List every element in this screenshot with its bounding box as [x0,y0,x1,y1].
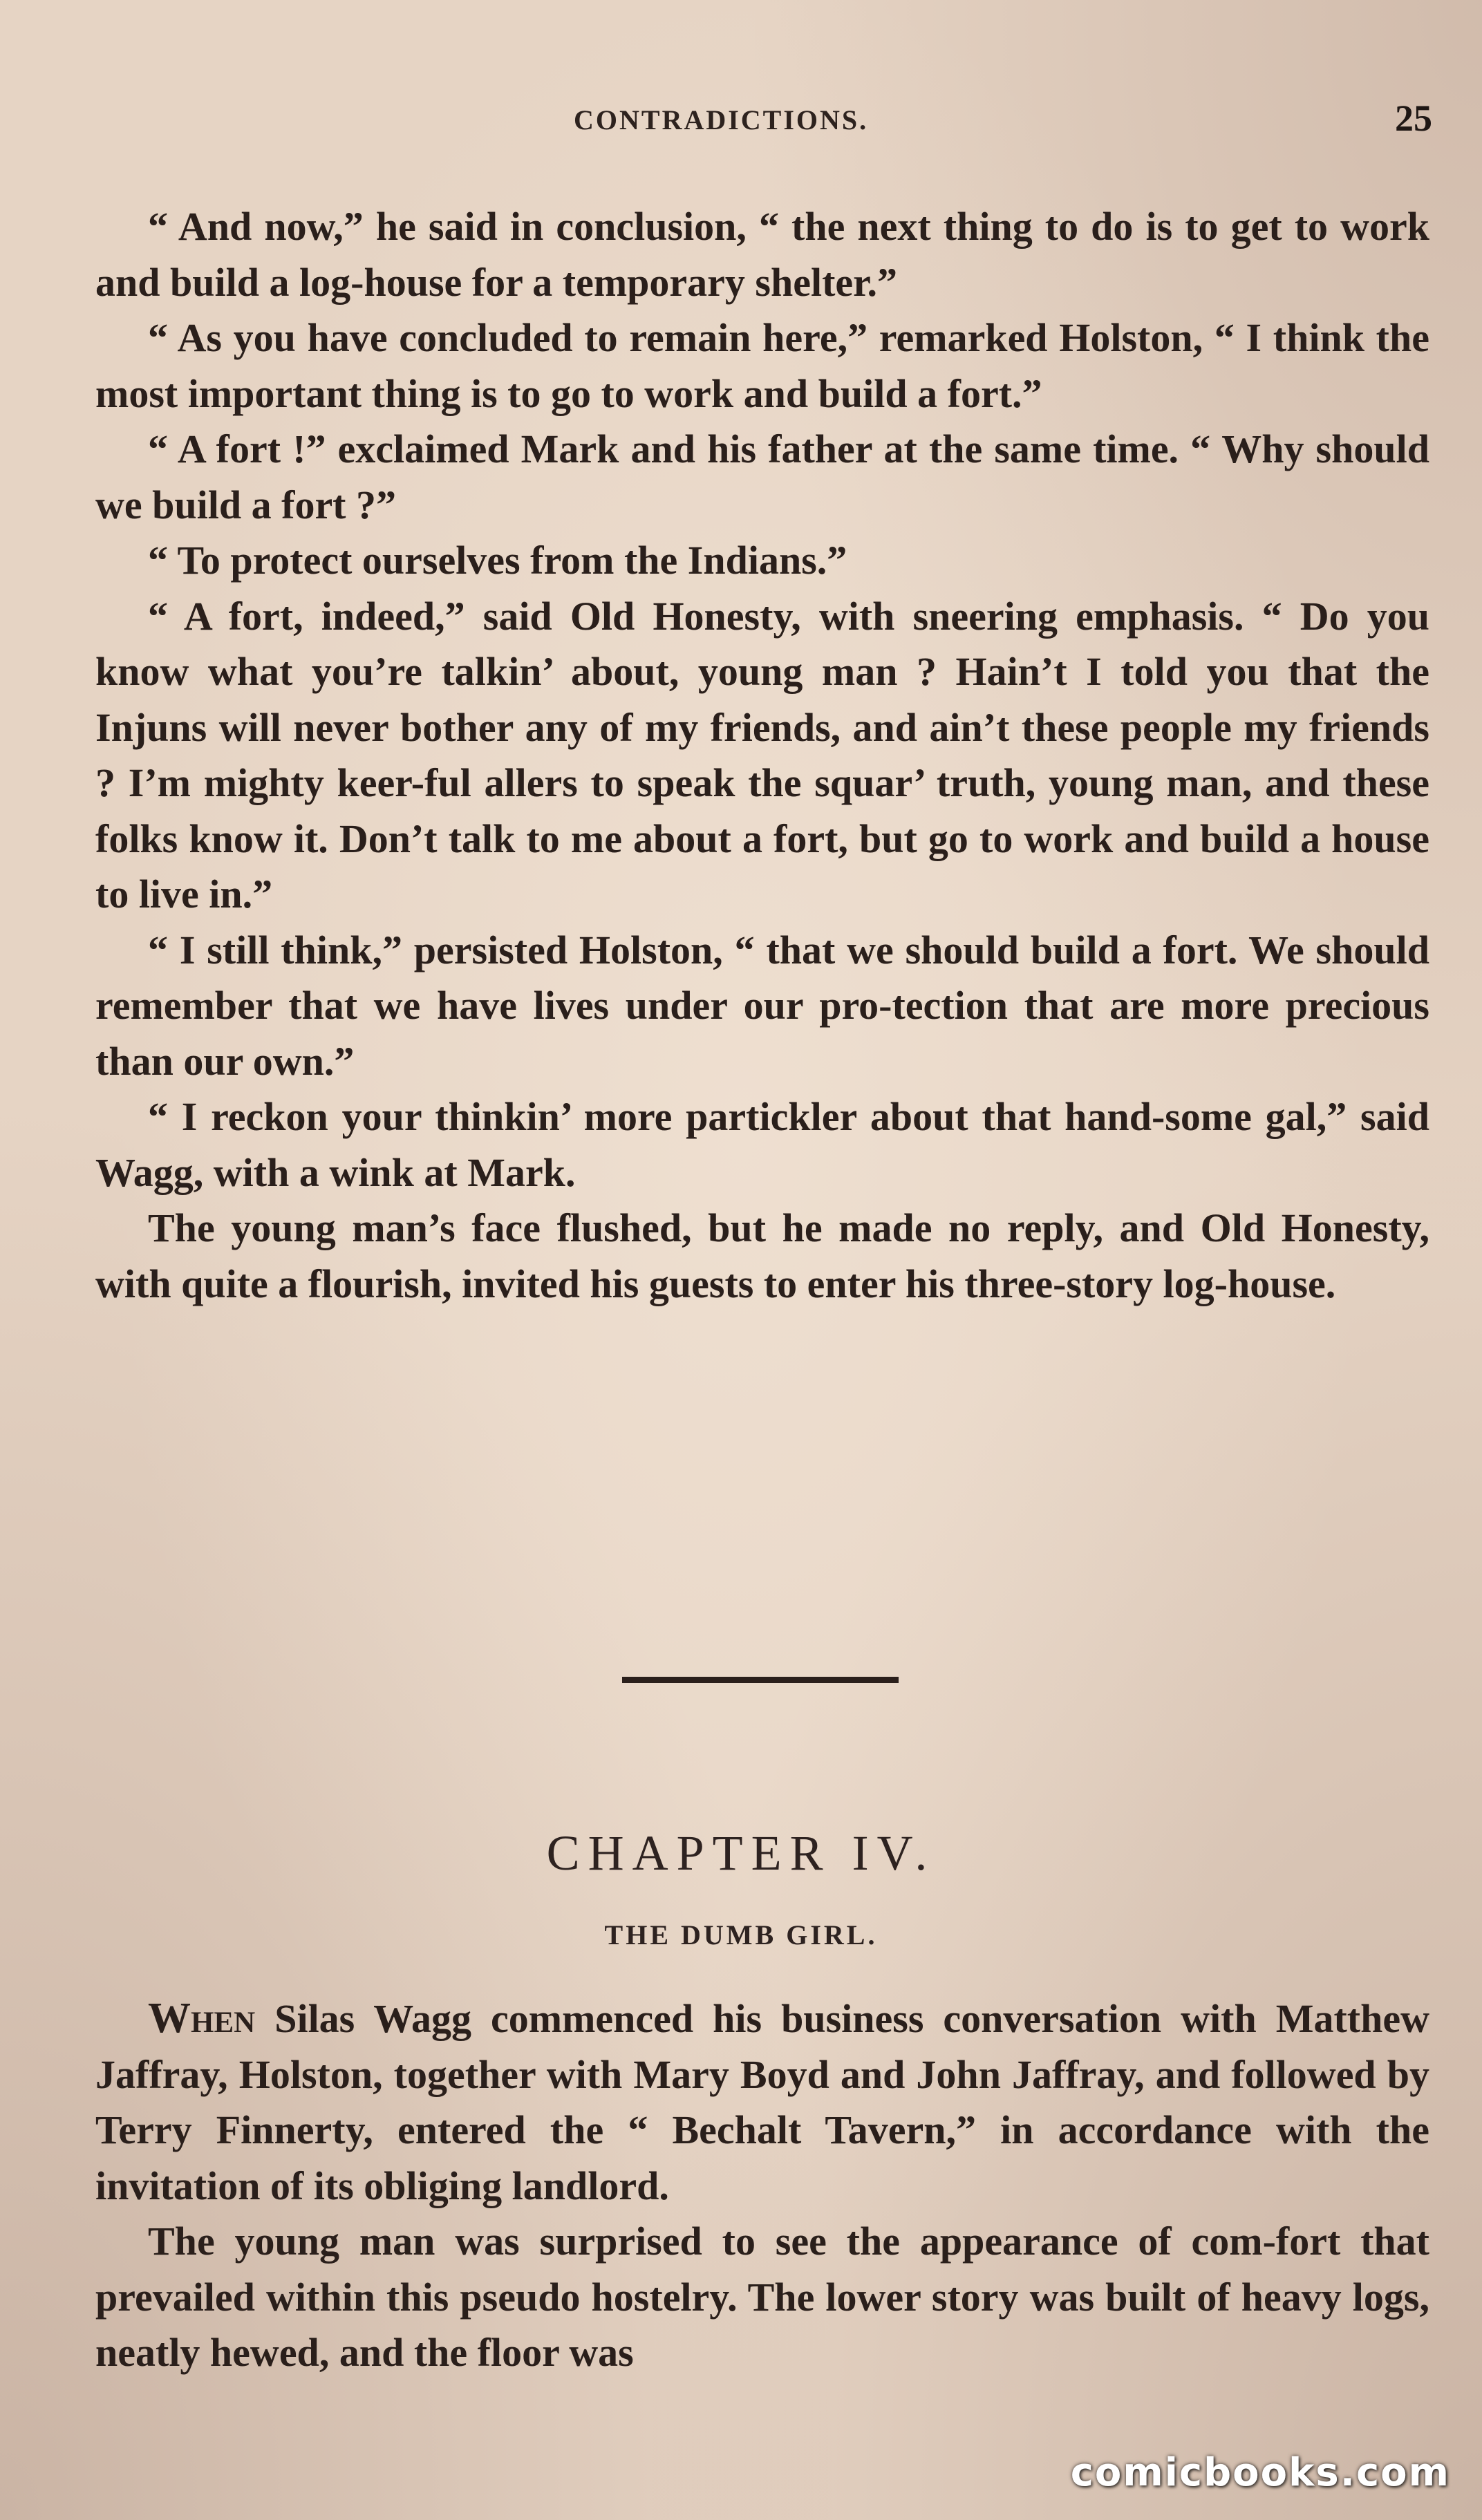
running-head [0,97,1482,138]
paragraph: “ And now,” he said in conclusion, “ the next thing to do is to get to work and build a log-house for a temporary shelter.” [95,204,1429,305]
first-paragraph-text: Silas Wagg commenced his business conversation with Matthew Jaffray, Holston, together with Mary Boyd and John Jaffray, and followed by Terry Finnerty, entered the “ Bechalt Tavern,” in accordance with the invitation of its obliging landlord. [95,1996,1429,2208]
chapter-title: CHAPTER IV. [546,1825,936,1881]
chapter-first-paragraph [95,1991,1429,2214]
watermark-text: comicbooks.com [1070,2450,1450,2495]
lead-word: When [148,1995,256,2042]
body-text-top [95,199,1429,1312]
paragraph: “ I reckon your thinkin’ more partickler about that hand-some gal,” said Wagg, with a wink at Mark. [95,1094,1429,1195]
section-divider-rule [622,1677,899,1683]
paragraph: “ To protect ourselves from the Indians.” [148,538,847,583]
paragraph: “ I still think,” persisted Holston, “ that we should build a fort. We should remember that we have lives under our pro-tection that are more precious than our own.” [95,927,1429,1084]
paragraph: The young man was surprised to see the appearance of com-fort that prevailed within this pseudo hostelry. The lower story was built of heavy logs, neatly hewed, and the floor was [95,2219,1429,2375]
paragraph: The young man’s face flushed, but he made no reply, and Old Honesty, with quite a flourish, invited his guests to enter his three-story log-house. [95,1205,1429,1306]
paragraph: “ A fort !” exclaimed Mark and his father at the same time. “ Why should we build a fort ?” [95,426,1429,527]
page-number: 25 [1395,97,1432,139]
paragraph: “ A fort, indeed,” said Old Honesty, with sneering emphasis. “ Do you know what you’re talkin’ about, young man ? Hain’t I told you that the Injuns will never bother any of my friends, and ain’t these people my friends ? I’m mighty keer-ful allers to speak the squar’ truth, young man, and these folks know it. Don’t talk to me about a fort, but go to work and build a house to live in.” [95,593,1429,916]
chapter-subtitle: THE DUMB GIRL. [604,1919,878,1950]
body-text-chapter [95,1991,1429,2381]
running-title: CONTRADICTIONS. [574,104,869,135]
paragraph: “ As you have concluded to remain here,” remarked Holston, “ I think the most important thing is to go to work and build a fort.” [95,315,1429,416]
